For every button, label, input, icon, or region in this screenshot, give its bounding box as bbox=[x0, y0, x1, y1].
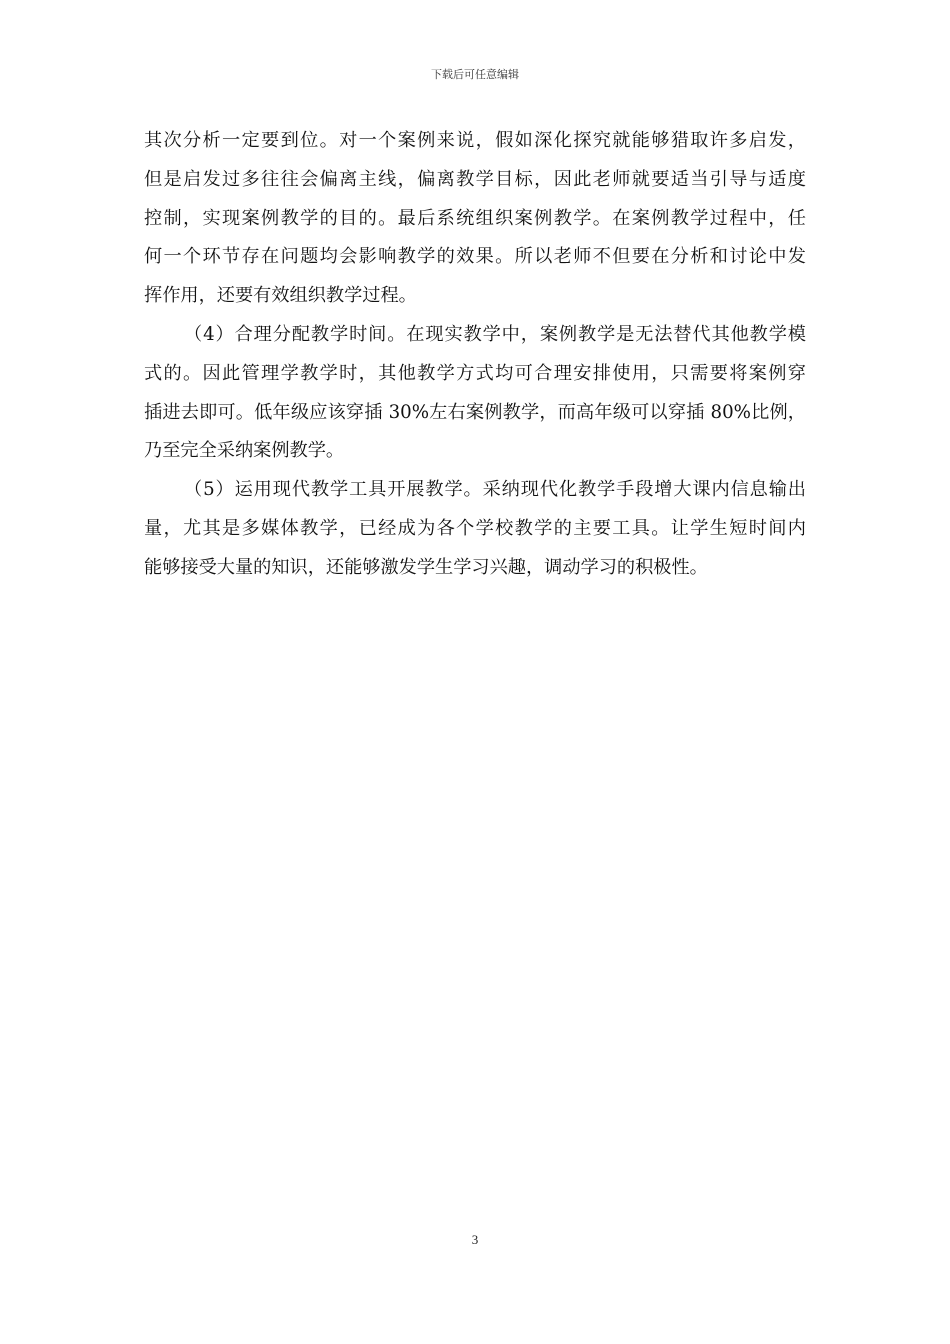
page-number: 3 bbox=[471, 1232, 479, 1247]
paragraph-3-line-1: （5）运用现代教学工具开展教学。采纳现代化教学手段增大课内信息输出 bbox=[184, 479, 806, 501]
paragraph-1-line-5: 挥作用，还要有效组织教学过程。 bbox=[144, 285, 417, 307]
paragraph-1-line-3: 控制，实现案例教学的目的。最后系统组织案例教学。在案例教学过程中，任 bbox=[144, 207, 806, 229]
paragraph-2-line-3: 插进去即可。低年级应该穿插 30%左右案例教学，而高年级可以穿插 80%比例， bbox=[144, 401, 806, 423]
paragraph-1-line-2: 但是启发过多往往会偏离主线，偏离教学目标，因此老师就要适当引导与适度 bbox=[144, 168, 806, 190]
paragraph-1-line-4: 何一个环节存在问题均会影响教学的效果。所以老师不但要在分析和讨论中发 bbox=[144, 246, 806, 268]
page-header: 下载后可任意编辑 bbox=[431, 68, 519, 81]
paragraph-3-line-2: 量，尤其是多媒体教学，已经成为各个学校教学的主要工具。让学生短时间内 bbox=[144, 517, 806, 539]
body-text bbox=[144, 122, 806, 588]
paragraph-2-line-1: （4）合理分配教学时间。在现实教学中，案例教学是无法替代其他教学模 bbox=[184, 323, 806, 345]
paragraph-1-line-1: 其次分析一定要到位。对一个案例来说，假如深化探究就能够猎取许多启发， bbox=[144, 130, 806, 151]
paragraph-2-line-4: 乃至完全采纳案例教学。 bbox=[144, 440, 345, 462]
paragraph-3-line-3: 能够接受大量的知识，还能够激发学生学习兴趣，调动学习的积极性。 bbox=[144, 556, 708, 578]
paragraph-2-line-2: 式的。因此管理学教学时，其他教学方式均可合理安排使用，只需要将案例穿 bbox=[144, 362, 806, 384]
